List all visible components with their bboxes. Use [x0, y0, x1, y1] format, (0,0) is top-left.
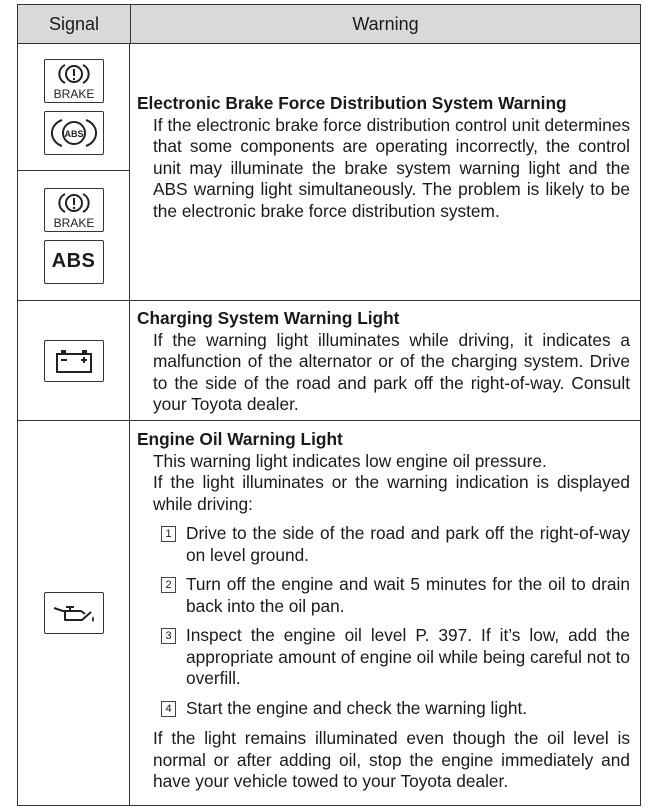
warning-cell-oil	[130, 421, 640, 805]
oil-step	[137, 698, 630, 720]
signal-group-brake-abs	[18, 44, 129, 170]
step-text: Start the engine and check the warning light.	[186, 697, 528, 718]
warning-table	[17, 4, 641, 806]
table-row-charging	[18, 301, 640, 421]
step-text: Turn off the engine and wait 5 minutes for the oil to drain back into the oil pan.	[186, 574, 630, 616]
brake-warning-icon-2	[44, 188, 104, 232]
charging-description: If the warning light illuminates while driving, it indicates a malfunction of the alternator or of the charging system. Drive to the side of the road and park off the right-of-way. Consult your Toyota dealer.	[153, 329, 630, 414]
oil-title: Engine Oil Warning Light	[137, 429, 343, 449]
table-row-oil	[18, 421, 640, 805]
abs-text-warning-icon	[44, 240, 104, 284]
svg-text:BRAKE: BRAKE	[53, 87, 94, 101]
signal-group-brake-abs-text	[18, 170, 129, 300]
oil-description-2: If the light illuminates or the warning indication is displayed while driving:	[153, 472, 630, 514]
warning-cell-charging	[130, 301, 640, 420]
brake-warning-icon	[44, 59, 104, 103]
step-number: 3	[161, 628, 176, 644]
warning-cell-ebd	[130, 44, 640, 300]
oil-note: If the light remains illuminated even though the oil level is normal or after adding oil, stop the engine immediately and have your vehicle towed to your Toyota dealer.	[153, 728, 630, 791]
oil-pressure-warning-icon	[44, 592, 104, 634]
oil-can-icon	[51, 600, 97, 626]
table-header	[18, 5, 640, 44]
abs-circle-warning-icon	[44, 111, 104, 155]
table-row-ebd	[18, 44, 640, 301]
svg-text:BRAKE: BRAKE	[53, 215, 94, 230]
signal-column-header: Signal	[18, 5, 131, 43]
signal-cell-oil	[18, 421, 130, 805]
battery-symbol-icon	[54, 348, 94, 374]
step-text: Inspect the engine oil level P. 397. If it’s low, add the appropriate amount of engine oil while being careful not to overfill.	[186, 625, 630, 688]
signal-cell-charging	[18, 301, 130, 420]
svg-text:ABS: ABS	[63, 129, 84, 139]
step-number: 4	[161, 701, 176, 717]
oil-step	[137, 523, 630, 566]
brake-symbol-icon	[48, 190, 100, 230]
step-number: 2	[161, 577, 176, 593]
oil-step	[137, 574, 630, 617]
warning-column-header: Warning	[352, 13, 419, 34]
ebd-description: If the electronic brake force distribution control unit determines that some components are operating incorrectly, the control unit may illuminate the brake system warning light and the ABS warning light simultaneously. The problem is likely to be the electronic brake force distribution system.	[153, 114, 630, 221]
oil-step	[137, 625, 630, 690]
oil-description-1: This warning light indicates low engine oil pressure.	[153, 450, 547, 471]
step-text: Drive to the side of the road and park off the right-of-way on level ground.	[186, 523, 630, 565]
signal-cell-ebd	[18, 44, 130, 300]
charging-title: Charging System Warning Light	[137, 308, 400, 328]
ebd-title: Electronic Brake Force Distribution System Warning	[137, 93, 567, 113]
abs-circle-symbol-icon	[47, 113, 101, 153]
abs-text-label: ABS	[51, 250, 96, 272]
brake-symbol-icon	[48, 61, 100, 101]
battery-warning-icon	[44, 340, 104, 382]
step-number: 1	[161, 526, 176, 542]
